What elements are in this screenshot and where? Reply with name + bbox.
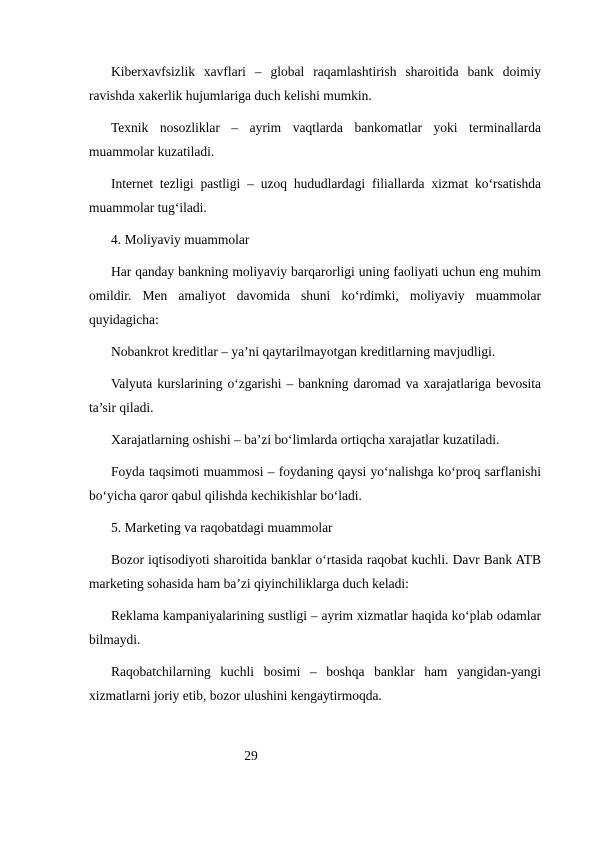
paragraph-competitor-pressure: Raqobatchilarning kuchli bosimi – boshqa banklar ham yangidan-yangi xizmatlarni joriy etib, bozor ulushini kengaytirmoqda. bbox=[89, 664, 541, 703]
paragraph-financial-stability: Har qanday bankning moliyaviy barqarorligi uning faoliyati uchun eng muhim omildir. Men amaliyot davomida shuni ko‘rdimki, moliyaviy muammolar quyidagicha: bbox=[89, 264, 541, 327]
paragraph-cybersecurity-risks: Kiberxavfsizlik xavflari – global raqamlashtirish sharoitida bank doimiy ravishda xakerlik hujumlariga duch kelishi mumkin. bbox=[89, 64, 541, 103]
section-heading-marketing-competition: 5. Marketing va raqobatdagi muammolar bbox=[111, 520, 333, 535]
paragraph-weak-advertising: Reklama kampaniyalarining sustligi – ayrim xizmatlar haqida ko‘plab odamlar bilmaydi. bbox=[89, 608, 541, 647]
paragraph-rising-costs: Xarajatlarning oshishi – ba’zi bo‘limlarda ortiqcha xarajatlar kuzatiladi. bbox=[111, 432, 500, 447]
section-heading-financial-problems: 4. Moliyaviy muammolar bbox=[111, 232, 250, 247]
paragraph-currency-rates: Valyuta kurslarining o‘zgarishi – bankning daromad va xarajatlariga bevosita ta’sir qiladi. bbox=[89, 376, 541, 415]
paragraph-bad-loans: Nobankrot kreditlar – ya’ni qaytarilmayotgan kreditlarning mavjudligi. bbox=[111, 344, 496, 359]
page-number: 29 bbox=[244, 748, 258, 763]
page-body bbox=[89, 60, 541, 716]
paragraph-profit-distribution: Foyda taqsimoti muammosi – foydaning qaysi yo‘nalishga ko‘proq sarflanishi bo‘yicha qaror qabul qilishda kechikishlar bo‘ladi. bbox=[89, 464, 541, 503]
paragraph-technical-failures: Texnik nosozliklar – ayrim vaqtlarda bankomatlar yoki terminallarda muammolar kuzatiladi. bbox=[89, 120, 541, 159]
paragraph-market-competition: Bozor iqtisodiyoti sharoitida banklar o‘rtasida raqobat kuchli. Davr Bank ATB marketing sohasida ham ba’zi qiyinchiliklarga duch keladi: bbox=[89, 552, 541, 591]
paragraph-internet-speed: Internet tezligi pastligi – uzoq hududlardagi filiallarda xizmat ko‘rsatishda muammolar tug‘iladi. bbox=[89, 176, 541, 215]
